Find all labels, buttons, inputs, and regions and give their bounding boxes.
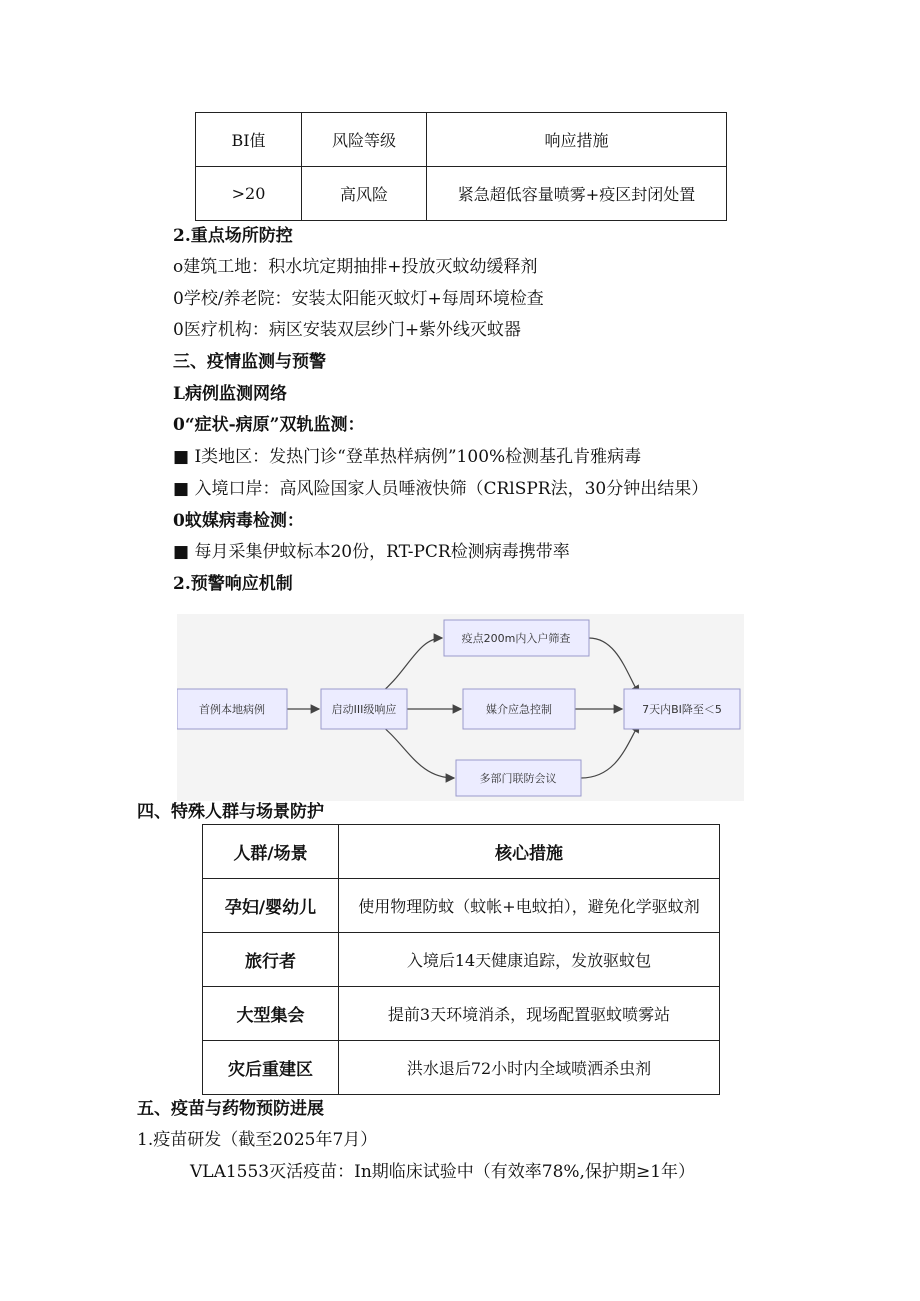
node-first-case: [177, 689, 287, 729]
cell-measure-3: 洪水退后72小时内全域喷洒杀虫剂: [339, 1041, 720, 1095]
node-joint-meeting: [456, 760, 581, 796]
header-bi: BI值: [196, 113, 302, 167]
list-item-construction: o建筑工地：积水坑定期抽排+投放灭蚊幼缓释剂: [173, 257, 538, 277]
node-household-screening-label: 疫点200m内入户筛查: [461, 632, 571, 645]
list-item-vector-detection: 0蚊媒病毒检测：: [173, 511, 304, 531]
cell-measure-0: 使用物理防蚊（蚊帐+电蚊拍），避免化学驱蚊剂: [339, 879, 720, 933]
header-group: 人群/场景: [203, 825, 339, 879]
heading-vaccine: 五、疫苗与药物预防进展: [137, 1099, 324, 1119]
node-vector-control-label: 媒介应急控制: [486, 703, 552, 716]
list-item-port: ■ 入境口岸：高风险国家人员唾液快筛（CRlSPR法，30分钟出结果）: [173, 479, 709, 499]
cell-level: 高风险: [302, 167, 427, 221]
cell-measure-1: 入境后14天健康追踪，发放驱蚊包: [339, 933, 720, 987]
heading-special-groups: 四、特殊人群与场景防护: [137, 802, 324, 822]
heading-case-network: L病例监测网络: [173, 384, 287, 404]
node-bi-target-label: 7天内BI降至＜5: [642, 703, 722, 716]
list-item-school: 0学校/养老院：安装太阳能灭蚊灯+每周环境检查: [173, 289, 544, 309]
header-level: 风险等级: [302, 113, 427, 167]
list-item-class1: ■ I类地区：发热门诊“登革热样病例”100%检测基孔肯雅病毒: [173, 447, 642, 467]
list-item-medical: 0医疗机构：病区安装双层纱门+紫外线灭蚊器: [173, 320, 522, 340]
list-item-sampling: ■ 每月采集伊蚊标本20份，RT-PCR检测病毒携带率: [173, 542, 570, 562]
cell-action: 紧急超低容量喷雾+疫区封闭处置: [427, 167, 727, 221]
cell-bi: >20: [196, 167, 302, 221]
node-household-screening: [444, 620, 589, 656]
edge-b3-end: [581, 724, 639, 778]
heading-warning: 2.预警响应机制: [173, 574, 293, 594]
node-bi-target: [624, 689, 740, 729]
flowchart: [177, 614, 744, 801]
heading-vaccine-rd: 1.疫苗研发（截至2025年7月）: [137, 1130, 378, 1150]
node-first-case-label: 首例本地病例: [199, 703, 265, 716]
cell-group-2: 大型集会: [203, 987, 339, 1041]
risk-table: [195, 112, 727, 221]
node-joint-meeting-label: 多部门联防会议: [479, 772, 557, 785]
edge-mid-b3: [377, 722, 454, 778]
node-level3-response: [321, 689, 407, 729]
cell-measure-2: 提前3天环境消杀，现场配置驱蚊喷雾站: [339, 987, 720, 1041]
header-measure: 核心措施: [339, 825, 720, 879]
group-table: [202, 824, 720, 1095]
list-item-dual-track: 0“症状-病原”双轨监测：: [173, 415, 365, 435]
cell-group-0: 孕妇/婴幼儿: [203, 879, 339, 933]
cell-group-3: 灾后重建区: [203, 1041, 339, 1095]
cell-group-1: 旅行者: [203, 933, 339, 987]
edge-mid-b1: [377, 638, 442, 696]
node-vector-control: [463, 689, 575, 729]
vaccine-detail: VLA1553灭活疫苗：In期临床试验中（有效率78%,保护期≥1年）: [190, 1162, 696, 1182]
node-level3-response-label: 启动III级响应: [331, 703, 397, 716]
heading-monitoring: 三、疫情监测与预警: [173, 352, 326, 372]
edge-b1-end: [589, 638, 639, 694]
header-action: 响应措施: [427, 113, 727, 167]
heading-key-places: 2.重点场所防控: [173, 226, 293, 246]
